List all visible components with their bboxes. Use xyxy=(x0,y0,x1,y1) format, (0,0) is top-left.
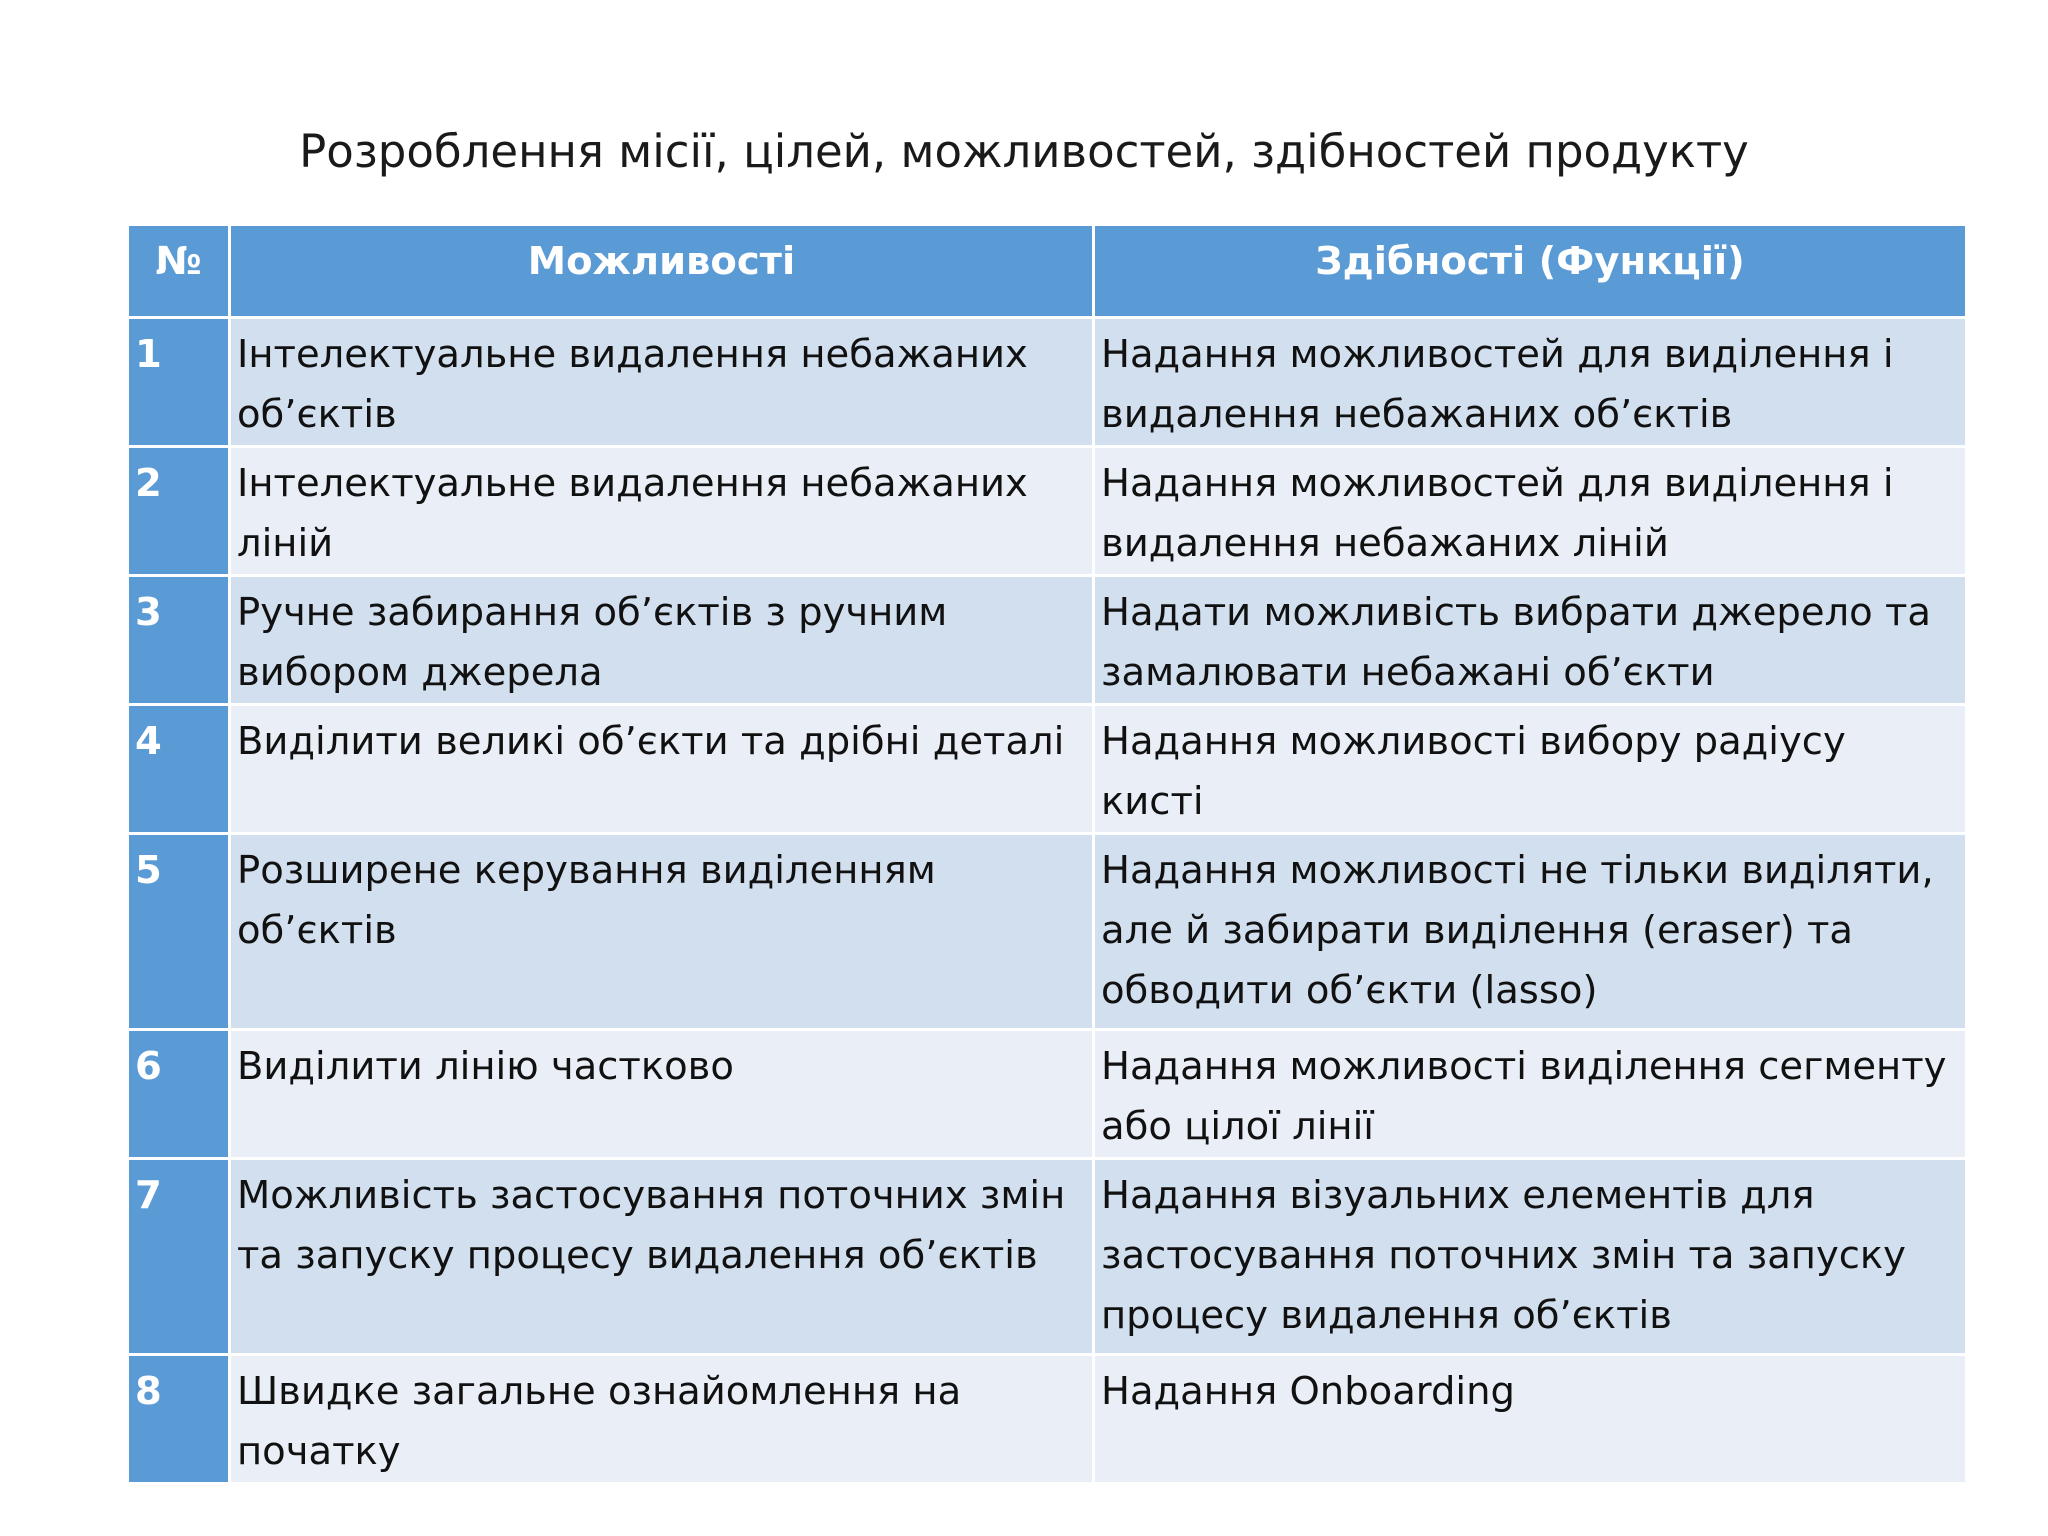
capability-cell: Інтелектуальне видалення небажаних ліній xyxy=(230,447,1094,576)
table-row xyxy=(128,834,1967,1030)
capability-cell: Можливість застосування поточних змін та запуску процесу видалення об’єктів xyxy=(230,1159,1094,1355)
capability-cell: Ручне забирання об’єктів з ручним вибором джерела xyxy=(230,576,1094,705)
header-functions: Здібності (Функції) xyxy=(1094,225,1967,318)
table-header-row xyxy=(128,225,1967,318)
capability-cell: Виділити лінію частково xyxy=(230,1030,1094,1159)
capability-cell: Інтелектуальне видалення небажаних об’єктів xyxy=(230,318,1094,447)
function-cell: Надання візуальних елементів для застосування поточних змін та запуску процесу видалення об’єктів xyxy=(1094,1159,1967,1355)
row-number: 2 xyxy=(128,447,230,576)
row-number: 6 xyxy=(128,1030,230,1159)
table-row xyxy=(128,318,1967,447)
row-number: 3 xyxy=(128,576,230,705)
table-row xyxy=(128,1030,1967,1159)
capability-cell: Розширене керування виділенням об’єктів xyxy=(230,834,1094,1030)
slide-title: Розроблення місії, цілей, можливостей, здібностей продукту xyxy=(299,125,1749,178)
table-row xyxy=(128,1355,1967,1484)
capabilities-table xyxy=(126,223,1968,1485)
table-row xyxy=(128,1159,1967,1355)
capability-cell: Виділити великі об’єкти та дрібні деталі xyxy=(230,705,1094,834)
capability-cell: Швидке загальне ознайомлення на початку xyxy=(230,1355,1094,1484)
function-cell: Надання Onboarding xyxy=(1094,1355,1967,1484)
header-number: № xyxy=(128,225,230,318)
row-number: 5 xyxy=(128,834,230,1030)
row-number: 7 xyxy=(128,1159,230,1355)
function-cell: Надання можливості виділення сегменту або цілої лінії xyxy=(1094,1030,1967,1159)
table-row xyxy=(128,576,1967,705)
header-capabilities: Можливості xyxy=(230,225,1094,318)
function-cell: Надати можливість вибрати джерело та замалювати небажані об’єкти xyxy=(1094,576,1967,705)
function-cell: Надання можливості не тільки виділяти, але й забирати виділення (eraser) та обводити об’єкти (lasso) xyxy=(1094,834,1967,1030)
table-row xyxy=(128,705,1967,834)
function-cell: Надання можливостей для виділення і видалення небажаних об’єктів xyxy=(1094,318,1967,447)
row-number: 4 xyxy=(128,705,230,834)
row-number: 8 xyxy=(128,1355,230,1484)
row-number: 1 xyxy=(128,318,230,447)
function-cell: Надання можливості вибору радіусу кисті xyxy=(1094,705,1967,834)
function-cell: Надання можливостей для виділення і видалення небажаних ліній xyxy=(1094,447,1967,576)
table-row xyxy=(128,447,1967,576)
